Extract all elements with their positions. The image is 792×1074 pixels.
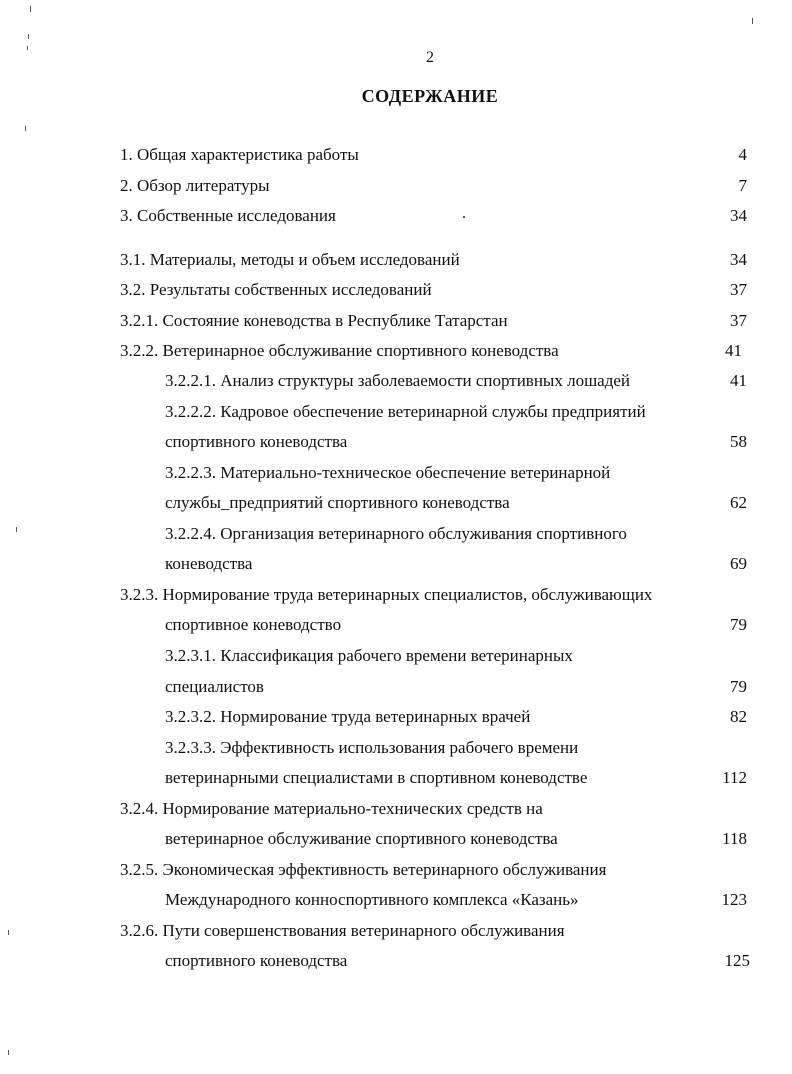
toc-entry-text: 3.2.3.3. Эффективность использования рабочего времени	[165, 738, 579, 757]
toc-entry-text: спортивного коневодства	[165, 432, 348, 451]
scan-speck	[463, 216, 465, 218]
toc-entry-text: 3.2.3.1. Классификация рабочего времени ветеринарных	[165, 646, 573, 665]
scan-speck	[8, 1050, 9, 1055]
toc-entry-text: спортивного коневодства	[165, 951, 348, 970]
toc-entry-page: 62	[730, 493, 747, 512]
toc-entry-page: 58	[730, 432, 747, 451]
toc-entry-page: 118	[722, 829, 747, 848]
toc-entry-page: 34	[730, 206, 747, 225]
scan-speck	[30, 6, 31, 12]
toc-entry-text: ветеринарными специалистами в спортивном коневодстве	[165, 768, 588, 787]
scan-speck	[752, 18, 753, 24]
toc-entry-text: 2. Обзор литературы	[120, 176, 270, 195]
toc-entry-page: 34	[730, 250, 747, 269]
toc-entry-page: 79	[730, 615, 747, 634]
toc-entry-text: специалистов	[165, 677, 264, 696]
toc-entry-page: 125	[724, 951, 750, 970]
toc-entry-page: 69	[730, 554, 747, 573]
toc-entry-text: 3.2.6. Пути совершенствования ветеринарного обслуживания	[120, 921, 565, 940]
toc-entry-page: 7	[738, 176, 747, 195]
toc-entry-text: службы_предприятий спортивного коневодства	[165, 493, 510, 512]
toc-entry-text: 1. Общая характеристика работы	[120, 145, 359, 164]
toc-entry-page: 41	[725, 341, 742, 360]
toc-entry-text: 3.1. Материалы, методы и объем исследований	[120, 250, 460, 269]
toc-entry-text: 3.2. Результаты собственных исследований	[120, 280, 432, 299]
toc-entry-text: 3.2.2. Ветеринарное обслуживание спортивного коневодства	[120, 341, 559, 360]
scan-speck	[16, 527, 17, 532]
toc-entry-page: 123	[721, 890, 747, 909]
toc-entry-page: 79	[730, 677, 747, 696]
toc-entry-text: 3.2.2.3. Материально-техническое обеспечение ветеринарной	[165, 463, 611, 482]
toc-entry-text: 3.2.1. Состояние коневодства в Республике Татарстан	[120, 311, 508, 330]
toc-entry-page: 112	[722, 768, 747, 787]
toc-entry-text: 3.2.3. Нормирование труда ветеринарных специалистов, обслуживающих	[120, 585, 653, 604]
toc-entry-text: Международного конноспортивного комплекса «Казань»	[165, 890, 579, 909]
toc-entry-text: 3.2.5. Экономическая эффективность ветеринарного обслуживания	[120, 860, 607, 879]
toc-entry-text: 3.2.2.4. Организация ветеринарного обслуживания спортивного	[165, 524, 627, 543]
toc-entry-text: ветеринарное обслуживание спортивного коневодства	[165, 829, 558, 848]
scan-speck	[25, 126, 26, 131]
toc-entry-text: спортивное коневодство	[165, 615, 342, 634]
toc-entry-page: 82	[730, 707, 747, 726]
toc-entry-text: 3.2.3.2. Нормирование труда ветеринарных врачей	[165, 707, 531, 726]
toc-entry-text: коневодства	[165, 554, 253, 573]
toc-entry-page: 4	[738, 145, 747, 164]
toc-entry-text: 3.2.4. Нормирование материально-технических средств на	[120, 799, 543, 818]
scan-speck	[8, 930, 9, 935]
scan-speck	[27, 46, 28, 50]
page-title: СОДЕРЖАНИЕ	[361, 86, 499, 106]
scan-speck	[28, 34, 29, 39]
toc-entry-page: 41	[730, 371, 747, 390]
toc-entry-text: 3.2.2.2. Кадровое обеспечение ветеринарной службы предприятий	[165, 402, 646, 421]
page-number: 2	[426, 49, 434, 66]
toc-entry-page: 37	[730, 280, 747, 299]
toc-entry-text: 3.2.2.1. Анализ структуры заболеваемости спортивных лошадей	[165, 371, 631, 390]
toc-entry-text: 3. Собственные исследования	[120, 206, 336, 225]
toc-entry-page: 37	[730, 311, 747, 330]
